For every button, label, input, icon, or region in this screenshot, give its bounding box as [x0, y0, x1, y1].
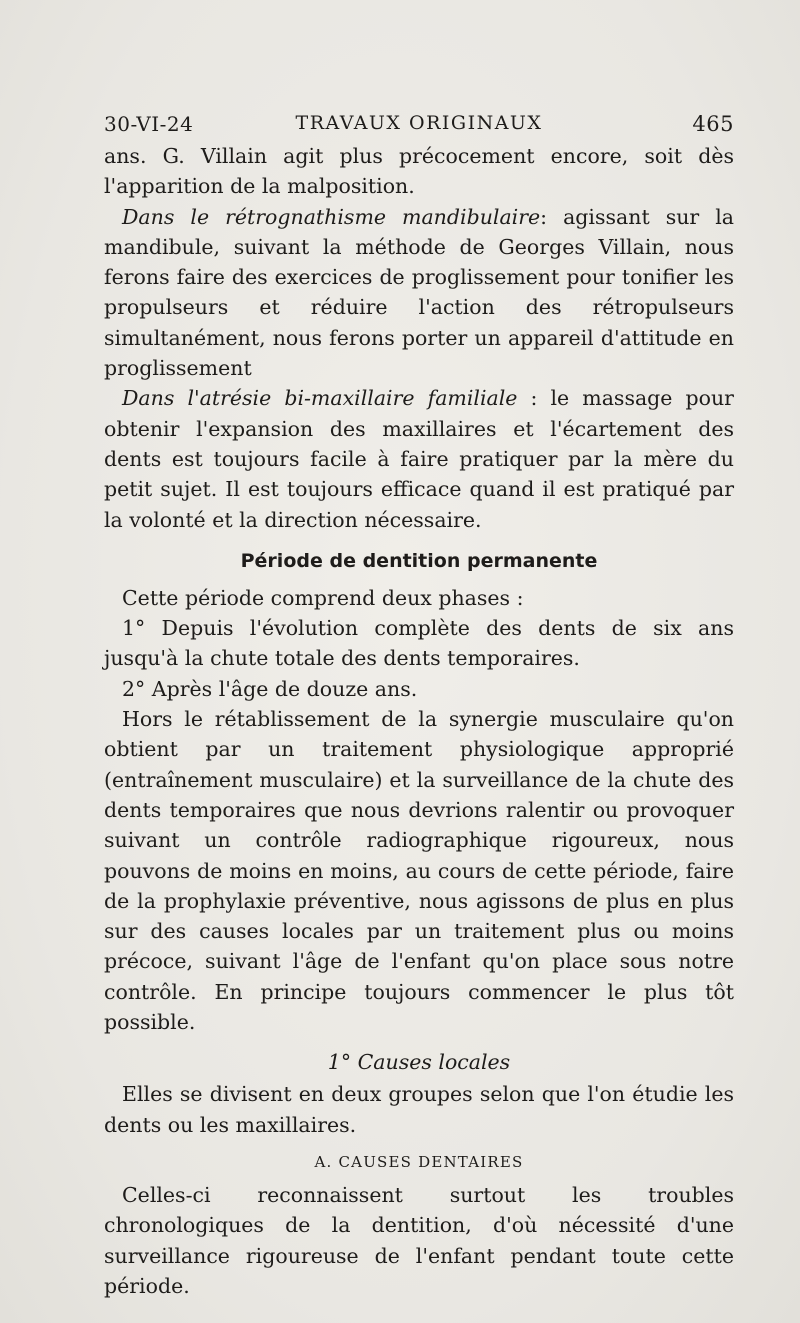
paragraph-phase-1: 1° Depuis l'évolution complète des dents de six ans jusqu'à la chute totale des dents temporaires. [104, 616, 734, 671]
paragraph-atresie-text: : le massage pour obtenir l'expansion des maxillaires et l'écartement des dents est toujours facile à faire pratiquer par la mère du petit sujet. Il est toujours efficace quand il est pratiqué par la volonté et la direction nécessaire. [104, 386, 734, 532]
section-heading-permanente: Période de dentition permanente [240, 549, 598, 572]
body-text [104, 141, 734, 1301]
running-header [104, 112, 734, 142]
paragraph-groupes: Elles se divisent en deux groupes selon que l'on étudie les dents ou les maxillaires. [104, 1082, 734, 1137]
paragraph-troubles: Celles-ci reconnaissent surtout les troubles chronologiques de la dentition, d'où nécessité d'une surveillance rigoureuse de l'enfant pendant toute cette période. [104, 1182, 734, 1298]
header-title: TRAVAUX ORIGINAUX [295, 112, 543, 134]
paragraph-retrognathisme [104, 202, 734, 384]
paragraph-retrognathisme-text: : agissant sur la mandibule, suivant la méthode de Georges Villain, nous ferons faire des exercices de proglissement pour tonifier les propulseurs et réduire l'action des rétropulseurs simultanément, nous ferons porter un appareil d'attitude en proglissement [104, 204, 734, 381]
paragraph-retrognathisme-lead: Dans le rétrognathisme mandibulaire [122, 204, 541, 229]
paragraph-phases: Cette période comprend deux phases : [122, 585, 524, 610]
page-number: 465 [692, 112, 734, 136]
paragraph-synergie: Hors le rétablissement de la synergie musculaire qu'on obtient par un traitement physiologique approprié (entraînement musculaire) et la surveillance de la chute des dents temporaires que nous devrions ralentir ou provoquer suivant un contrôle radiographique rigoureux, nous pouvons de moins en moins, au cours de cette période, faire de la prophylaxie préventive, nous agissons de plus en plus sur des causes locales par un traitement plus ou moins précoce, suivant l'âge de l'enfant qu'on place sous notre contrôle. En principe toujours commencer le plus tôt possible. [104, 707, 734, 1035]
paragraph-atresie [104, 383, 734, 534]
sub-heading-causes-locales: 1° Causes locales [327, 1050, 511, 1075]
paragraph-atresie-lead: Dans l'atrésie bi-maxillaire familiale [122, 386, 518, 411]
header-date: 30-VI-24 [104, 112, 194, 136]
paragraph-continuation: ans. G. Villain agit plus précocement encore, soit dès l'apparition de la malposition. [104, 144, 734, 199]
sub-heading-causes-dentaires: A. CAUSES DENTAIRES [314, 1152, 524, 1171]
paragraph-phase-2: 2° Après l'âge de douze ans. [122, 676, 418, 701]
